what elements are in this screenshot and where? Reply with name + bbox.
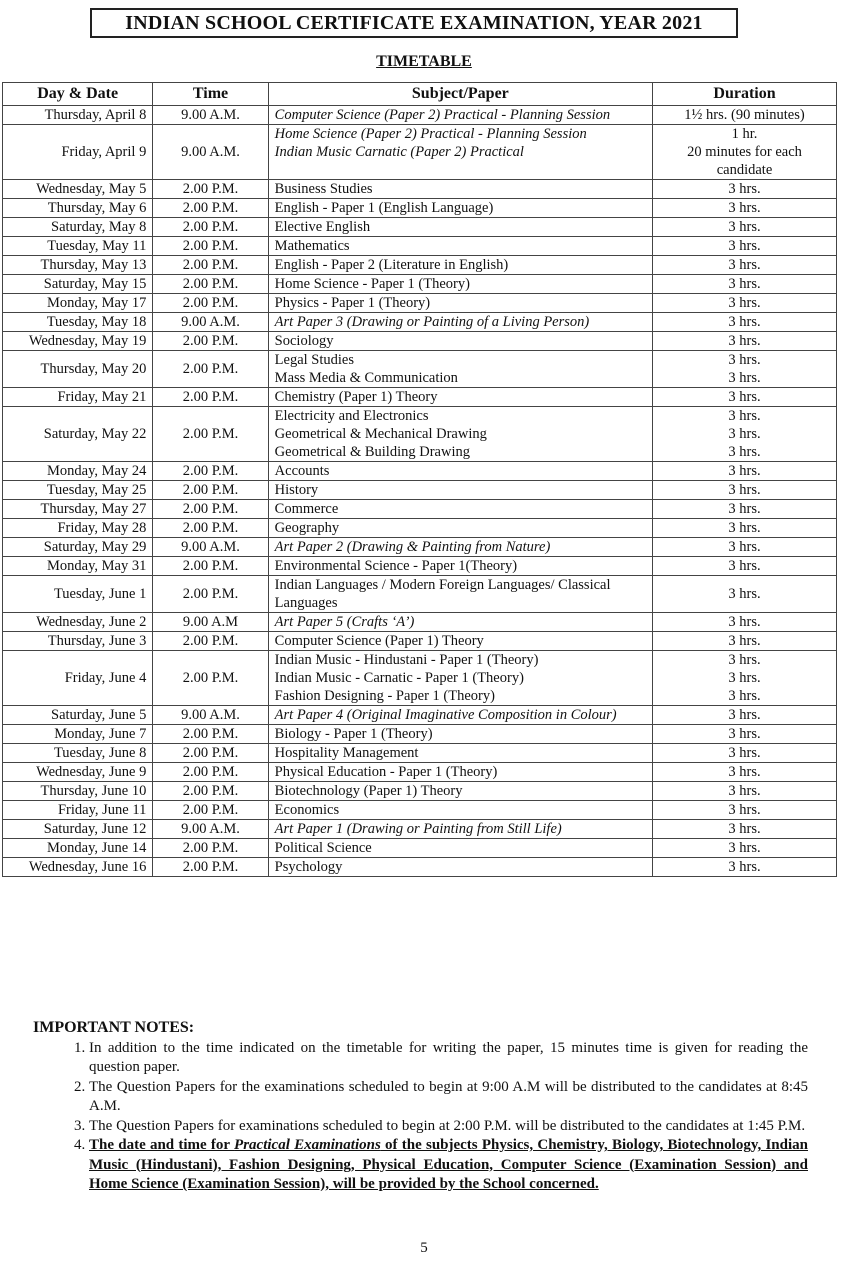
duration-line: 3 hrs. <box>728 426 761 442</box>
cell-subject <box>268 351 652 388</box>
table-row <box>3 388 837 407</box>
cell-subject <box>268 613 652 632</box>
cell-day-date: Monday, June 7 <box>3 725 153 744</box>
subject-line: Indian Music - Carnatic - Paper 1 (Theory) <box>274 670 524 686</box>
table-row <box>3 481 837 500</box>
cell-duration <box>653 237 837 256</box>
cell-time: 2.00 P.M. <box>153 763 268 782</box>
subject-line: Environmental Science - Paper 1(Theory) <box>274 558 518 574</box>
cell-duration <box>653 820 837 839</box>
duration-line: 3 hrs. <box>728 726 761 742</box>
note-4-before: The date and time for <box>89 1137 235 1153</box>
duration-line: 3 hrs. <box>728 200 761 216</box>
subject-line: Commerce <box>274 501 339 517</box>
cell-subject <box>268 651 652 706</box>
table-row <box>3 294 837 313</box>
cell-duration <box>653 538 837 557</box>
cell-time: 2.00 P.M. <box>153 519 268 538</box>
duration-line: 3 hrs. <box>728 314 761 330</box>
cell-day-date: Saturday, May 29 <box>3 538 153 557</box>
subject-line: Hospitality Management <box>274 745 419 761</box>
cell-duration <box>653 858 837 877</box>
cell-subject <box>268 576 652 613</box>
cell-day-date: Thursday, May 20 <box>3 351 153 388</box>
duration-line: 3 hrs. <box>728 707 761 723</box>
cell-time: 2.00 P.M. <box>153 839 268 858</box>
subject-line: Languages <box>274 595 338 611</box>
cell-day-date: Wednesday, June 16 <box>3 858 153 877</box>
table-row <box>3 462 837 481</box>
duration-line: 3 hrs. <box>728 821 761 837</box>
subject-line: Art Paper 2 (Drawing & Painting from Nature) <box>274 539 551 555</box>
cell-duration <box>653 782 837 801</box>
cell-day-date: Saturday, June 12 <box>3 820 153 839</box>
cell-time: 2.00 P.M. <box>153 858 268 877</box>
table-row <box>3 351 837 388</box>
table-row <box>3 500 837 519</box>
notes-list <box>33 1039 808 1195</box>
subject-line: Home Science (Paper 2) Practical - Planning Session <box>274 126 587 142</box>
subject-line: Biotechnology (Paper 1) Theory <box>274 783 463 799</box>
note-item-practical <box>89 1136 808 1195</box>
cell-duration <box>653 651 837 706</box>
cell-time: 2.00 P.M. <box>153 557 268 576</box>
cell-time: 9.00 A.M <box>153 613 268 632</box>
cell-time: 2.00 P.M. <box>153 332 268 351</box>
cell-duration <box>653 576 837 613</box>
cell-time: 2.00 P.M. <box>153 388 268 407</box>
cell-day-date: Wednesday, June 2 <box>3 613 153 632</box>
cell-subject <box>268 294 652 313</box>
cell-subject <box>268 481 652 500</box>
cell-time: 2.00 P.M. <box>153 256 268 275</box>
duration-line: 3 hrs. <box>728 745 761 761</box>
table-row <box>3 125 837 180</box>
cell-day-date: Wednesday, June 9 <box>3 763 153 782</box>
table-row <box>3 180 837 199</box>
table-row <box>3 332 837 351</box>
timetable-table <box>2 82 837 877</box>
subject-line: Indian Languages / Modern Foreign Languages/ Classical <box>274 577 611 593</box>
table-row <box>3 538 837 557</box>
duration-line: 3 hrs. <box>728 520 761 536</box>
cell-time: 2.00 P.M. <box>153 801 268 820</box>
cell-duration <box>653 388 837 407</box>
cell-duration <box>653 725 837 744</box>
subject-line: Legal Studies <box>274 352 355 368</box>
cell-duration <box>653 180 837 199</box>
cell-duration <box>653 744 837 763</box>
duration-line: 3 hrs. <box>728 219 761 235</box>
table-row <box>3 106 837 125</box>
subject-line: Indian Music - Hindustani - Paper 1 (Theory) <box>274 652 539 668</box>
cell-subject <box>268 500 652 519</box>
duration-line: 3 hrs. <box>728 764 761 780</box>
cell-subject <box>268 801 652 820</box>
subject-line: Home Science - Paper 1 (Theory) <box>274 276 470 292</box>
cell-time: 9.00 A.M. <box>153 538 268 557</box>
duration-line: 3 hrs. <box>728 501 761 517</box>
duration-line: 3 hrs. <box>728 463 761 479</box>
page-number: 5 <box>420 1240 428 1256</box>
cell-day-date: Thursday, June 10 <box>3 782 153 801</box>
cell-duration <box>653 462 837 481</box>
subject-line: Sociology <box>274 333 334 349</box>
cell-subject <box>268 275 652 294</box>
cell-subject <box>268 256 652 275</box>
cell-time: 2.00 P.M. <box>153 275 268 294</box>
cell-duration <box>653 706 837 725</box>
cell-subject <box>268 706 652 725</box>
subject-line: Geometrical & Mechanical Drawing <box>274 426 487 442</box>
subject-line: Art Paper 1 (Drawing or Painting from Still Life) <box>274 821 562 837</box>
cell-day-date: Thursday, June 3 <box>3 632 153 651</box>
subject-line: Physics - Paper 1 (Theory) <box>274 295 431 311</box>
cell-subject <box>268 839 652 858</box>
subject-line: Indian Music Carnatic (Paper 2) Practical <box>274 144 524 160</box>
cell-subject <box>268 313 652 332</box>
cell-time: 2.00 P.M. <box>153 632 268 651</box>
table-row <box>3 651 837 706</box>
cell-day-date: Thursday, May 13 <box>3 256 153 275</box>
cell-duration <box>653 125 837 180</box>
cell-subject <box>268 725 652 744</box>
duration-line: 3 hrs. <box>728 652 761 668</box>
cell-day-date: Friday, June 11 <box>3 801 153 820</box>
subject-line: Geometrical & Building Drawing <box>274 444 470 460</box>
cell-time: 2.00 P.M. <box>153 725 268 744</box>
duration-line: 3 hrs. <box>728 783 761 799</box>
cell-subject <box>268 388 652 407</box>
duration-line: 3 hrs. <box>728 257 761 273</box>
cell-duration <box>653 481 837 500</box>
subject-line: Fashion Designing - Paper 1 (Theory) <box>274 688 495 704</box>
subject-line: Computer Science (Paper 2) Practical - Planning Session <box>274 107 611 123</box>
cell-time: 2.00 P.M. <box>153 481 268 500</box>
note-item: 1. In addition to the time indicated on the timetable for writing the paper, 15 minutes time is given for reading the question paper. <box>89 1039 808 1078</box>
subject-line <box>275 161 646 179</box>
cell-day-date: Wednesday, May 19 <box>3 332 153 351</box>
cell-subject <box>268 744 652 763</box>
table-row <box>3 839 837 858</box>
cell-time: 2.00 P.M. <box>153 180 268 199</box>
cell-subject <box>268 462 652 481</box>
duration-line: 3 hrs. <box>728 276 761 292</box>
cell-day-date: Saturday, May 15 <box>3 275 153 294</box>
cell-subject <box>268 858 652 877</box>
subject-line: Geography <box>274 520 340 536</box>
subject-line: Elective English <box>274 219 371 235</box>
cell-subject <box>268 332 652 351</box>
cell-duration <box>653 763 837 782</box>
cell-day-date: Monday, June 14 <box>3 839 153 858</box>
cell-subject <box>268 180 652 199</box>
cell-time: 2.00 P.M. <box>153 199 268 218</box>
cell-time: 2.00 P.M. <box>153 462 268 481</box>
duration-line: 3 hrs. <box>728 333 761 349</box>
cell-subject <box>268 125 652 180</box>
subject-line: Computer Science (Paper 1) Theory <box>274 633 484 649</box>
duration-line: 3 hrs. <box>728 840 761 856</box>
note-item: 2. The Question Papers for the examinations scheduled to begin at 9:00 A.M will be distributed to the candidates at 8:45 A.M. <box>89 1078 808 1117</box>
subject-line: Business Studies <box>274 181 373 197</box>
subject-line: Chemistry (Paper 1) Theory <box>274 389 438 405</box>
duration-line: 3 hrs. <box>728 614 761 630</box>
subject-line: English - Paper 2 (Literature in English) <box>274 257 509 273</box>
subject-line: Mass Media & Communication <box>274 370 458 386</box>
cell-day-date: Thursday, May 27 <box>3 500 153 519</box>
duration-line: 3 hrs. <box>728 688 761 704</box>
table-row <box>3 237 837 256</box>
table-row <box>3 275 837 294</box>
table-row <box>3 706 837 725</box>
table-row <box>3 782 837 801</box>
cell-day-date: Friday, April 9 <box>3 125 153 180</box>
cell-day-date: Tuesday, June 1 <box>3 576 153 613</box>
cell-duration <box>653 313 837 332</box>
timetable-body <box>3 106 837 877</box>
duration-line: 20 minutes for each <box>687 144 802 160</box>
important-notes <box>33 1018 808 1195</box>
column-header-duration: Duration <box>653 83 837 106</box>
duration-line: 3 hrs. <box>728 558 761 574</box>
note-item: 3. The Question Papers for examinations scheduled to begin at 2:00 P.M. will be distributed to the candidates at 1:45 P.M. <box>89 1117 808 1137</box>
subject-line: Mathematics <box>274 238 350 254</box>
cell-duration <box>653 519 837 538</box>
cell-day-date: Friday, May 21 <box>3 388 153 407</box>
timetable-heading: TIMETABLE <box>376 53 472 70</box>
cell-time: 2.00 P.M. <box>153 218 268 237</box>
cell-duration <box>653 106 837 125</box>
cell-day-date: Tuesday, May 11 <box>3 237 153 256</box>
table-row <box>3 519 837 538</box>
table-row <box>3 199 837 218</box>
note-4-emphasis: Practical Examinations <box>234 1137 381 1153</box>
cell-subject <box>268 557 652 576</box>
duration-line: 3 hrs. <box>728 482 761 498</box>
table-row <box>3 820 837 839</box>
cell-day-date: Saturday, May 8 <box>3 218 153 237</box>
cell-duration <box>653 801 837 820</box>
table-row <box>3 632 837 651</box>
cell-day-date: Monday, May 31 <box>3 557 153 576</box>
cell-duration <box>653 275 837 294</box>
cell-day-date: Tuesday, May 18 <box>3 313 153 332</box>
duration-line: 3 hrs. <box>728 295 761 311</box>
subject-line: Psychology <box>274 859 343 875</box>
duration-line: 3 hrs. <box>728 408 761 424</box>
table-row <box>3 576 837 613</box>
cell-subject <box>268 763 652 782</box>
cell-duration <box>653 500 837 519</box>
table-row <box>3 801 837 820</box>
subject-line: Physical Education - Paper 1 (Theory) <box>274 764 498 780</box>
cell-day-date: Friday, May 28 <box>3 519 153 538</box>
cell-subject <box>268 199 652 218</box>
cell-duration <box>653 613 837 632</box>
cell-time: 2.00 P.M. <box>153 500 268 519</box>
cell-day-date: Thursday, May 6 <box>3 199 153 218</box>
cell-duration <box>653 256 837 275</box>
cell-subject <box>268 407 652 462</box>
document-title: INDIAN SCHOOL CERTIFICATE EXAMINATION, YEAR 2021 <box>90 8 738 38</box>
duration-line: 3 hrs. <box>728 859 761 875</box>
table-row <box>3 218 837 237</box>
table-row <box>3 858 837 877</box>
subject-line: Electricity and Electronics <box>274 408 429 424</box>
cell-time: 2.00 P.M. <box>153 407 268 462</box>
note-4-after: of the subjects Physics, Chemistry, Biology, Biotechnology, Indian Music (Hindustani), Fashion Designing, Physical Education, Computer Science (Examination Session) and Home Science (Examination Session), will be provided by the School concerned. <box>89 1137 809 1192</box>
table-row <box>3 313 837 332</box>
cell-subject <box>268 632 652 651</box>
subject-line: Art Paper 4 (Original Imaginative Composition in Colour) <box>274 707 617 723</box>
column-header-time: Time <box>153 83 268 106</box>
column-header-subject: Subject/Paper <box>268 83 652 106</box>
duration-line: 1 hr. <box>731 126 758 142</box>
cell-time: 2.00 P.M. <box>153 744 268 763</box>
cell-duration <box>653 294 837 313</box>
column-header-day-date: Day & Date <box>3 83 153 106</box>
cell-time: 2.00 P.M. <box>153 576 268 613</box>
cell-time: 9.00 A.M. <box>153 106 268 125</box>
duration-line: 3 hrs. <box>728 802 761 818</box>
cell-duration <box>653 332 837 351</box>
cell-time: 2.00 P.M. <box>153 651 268 706</box>
cell-time: 2.00 P.M. <box>153 237 268 256</box>
cell-day-date: Wednesday, May 5 <box>3 180 153 199</box>
cell-duration <box>653 839 837 858</box>
cell-duration <box>653 407 837 462</box>
cell-time: 2.00 P.M. <box>153 782 268 801</box>
cell-day-date: Tuesday, June 8 <box>3 744 153 763</box>
cell-time: 9.00 A.M. <box>153 820 268 839</box>
duration-line: 3 hrs. <box>728 539 761 555</box>
duration-line: 3 hrs. <box>728 670 761 686</box>
cell-duration <box>653 632 837 651</box>
cell-time: 9.00 A.M. <box>153 125 268 180</box>
cell-time: 2.00 P.M. <box>153 294 268 313</box>
table-row <box>3 744 837 763</box>
table-row <box>3 407 837 462</box>
cell-day-date: Friday, June 4 <box>3 651 153 706</box>
duration-line: 3 hrs. <box>728 586 761 602</box>
cell-subject <box>268 519 652 538</box>
cell-time: 9.00 A.M. <box>153 313 268 332</box>
cell-duration <box>653 199 837 218</box>
cell-day-date: Saturday, May 22 <box>3 407 153 462</box>
cell-day-date: Monday, May 17 <box>3 294 153 313</box>
cell-time: 9.00 A.M. <box>153 706 268 725</box>
cell-day-date: Tuesday, May 25 <box>3 481 153 500</box>
subject-line: Art Paper 3 (Drawing or Painting of a Living Person) <box>274 314 590 330</box>
table-row <box>3 763 837 782</box>
cell-subject <box>268 218 652 237</box>
duration-line: 3 hrs. <box>728 352 761 368</box>
cell-day-date: Thursday, April 8 <box>3 106 153 125</box>
duration-line: 3 hrs. <box>728 181 761 197</box>
subject-line: Art Paper 5 (Crafts ‘A’) <box>274 614 415 630</box>
cell-duration <box>653 351 837 388</box>
duration-line: 3 hrs. <box>728 370 761 386</box>
cell-time: 2.00 P.M. <box>153 351 268 388</box>
subject-line: Accounts <box>274 463 330 479</box>
duration-line: 3 hrs. <box>728 389 761 405</box>
duration-line: 1½ hrs. (90 minutes) <box>684 107 805 123</box>
table-row <box>3 613 837 632</box>
duration-line: 3 hrs. <box>728 633 761 649</box>
table-row <box>3 256 837 275</box>
table-header-row <box>3 83 837 106</box>
subject-line: Economics <box>274 802 340 818</box>
cell-day-date: Monday, May 24 <box>3 462 153 481</box>
duration-line: 3 hrs. <box>728 444 761 460</box>
subject-line: English - Paper 1 (English Language) <box>274 200 494 216</box>
duration-line: candidate <box>716 162 773 178</box>
cell-subject <box>268 106 652 125</box>
table-row <box>3 557 837 576</box>
cell-subject <box>268 782 652 801</box>
subject-line: History <box>274 482 319 498</box>
notes-title: IMPORTANT NOTES: <box>33 1019 195 1036</box>
cell-subject <box>268 237 652 256</box>
table-row <box>3 725 837 744</box>
subject-line: Political Science <box>274 840 372 856</box>
cell-subject <box>268 538 652 557</box>
subject-line: Biology - Paper 1 (Theory) <box>274 726 433 742</box>
duration-line: 3 hrs. <box>728 238 761 254</box>
cell-duration <box>653 218 837 237</box>
cell-day-date: Saturday, June 5 <box>3 706 153 725</box>
cell-subject <box>268 820 652 839</box>
cell-duration <box>653 557 837 576</box>
